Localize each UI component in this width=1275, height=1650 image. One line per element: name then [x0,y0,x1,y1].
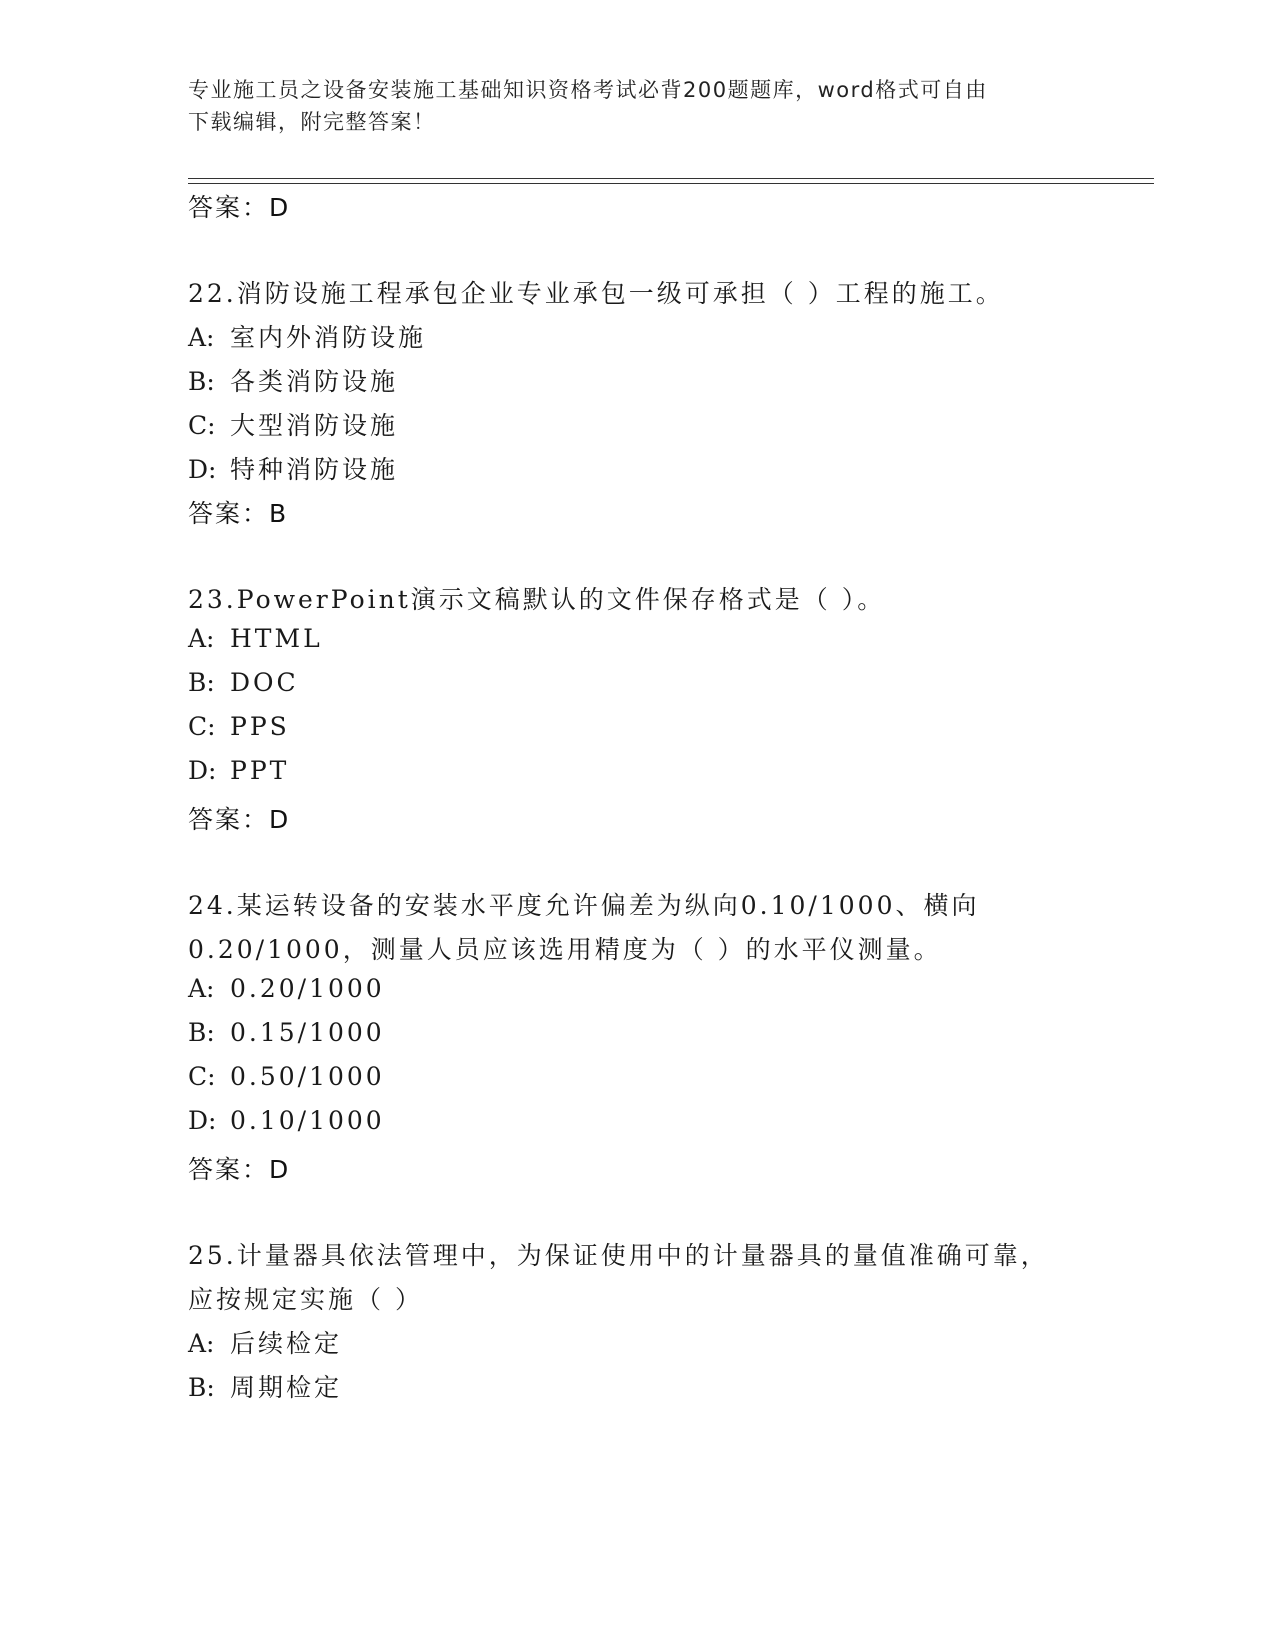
option-text: PPT [230,756,290,785]
option-label: A: [188,974,215,1003]
option-text: DOC [230,668,299,697]
option-text: 后续检定 [230,1329,343,1358]
option-label: D: [188,756,217,785]
option-text: PPS [230,712,290,741]
question-23-option-d [188,756,289,785]
option-label: B: [188,1373,215,1402]
question-24-option-c [188,1062,385,1091]
question-23-option-c [188,712,290,741]
header-divider-thin [188,178,1154,179]
option-label: B: [188,668,215,697]
question-22-option-a [188,318,426,354]
option-text: 周期检定 [230,1373,343,1402]
question-23-option-b [188,668,299,697]
question-22-option-c [188,406,398,442]
option-text: 0.10/1000 [230,1106,385,1135]
option-text: 各类消防设施 [230,367,399,396]
question-22-option-d [188,450,398,486]
question-25-option-b [188,1368,342,1404]
header-line-2: 下载编辑，附完整答案！ [188,110,436,134]
option-label: A: [188,323,215,352]
option-label: D: [188,455,217,484]
option-text: 特种消防设施 [230,455,399,484]
document-header [188,74,1088,138]
question-25-option-a [188,1324,342,1360]
option-label: A: [188,1329,215,1358]
header-line-1: 专业施工员之设备安装施工基础知识资格考试必背200题题库，word格式可自由 [188,78,988,102]
option-text: 大型消防设施 [230,411,399,440]
question-25-stem-line-1: 25.计量器具依法管理中，为保证使用中的计量器具的量值准确可靠， [188,1241,1049,1270]
option-text: HTML [230,624,323,653]
header-divider-thick [188,183,1154,184]
option-label: B: [188,367,215,396]
question-24-option-d [188,1106,385,1135]
question-24-stem-line-1: 24.某运转设备的安装水平度允许偏差为纵向0.10/1000、横向 [188,891,980,920]
option-label: C: [188,411,216,440]
option-text: 0.50/1000 [230,1062,385,1091]
question-24-answer: 答案：D [188,1155,291,1184]
option-text: 0.20/1000 [230,974,385,1003]
question-24-stem-line-2: 0.20/1000，测量人员应该选用精度为（ ）的水平仪测量。 [188,935,942,964]
option-label: C: [188,1062,216,1091]
question-24-option-a [188,974,385,1003]
question-24-option-b [188,1018,385,1047]
option-label: C: [188,712,216,741]
question-23-stem: 23.PowerPoint演示文稿默认的文件保存格式是（ ）。 [188,585,886,614]
previous-answer: 答案：D [188,193,291,222]
question-22-answer: 答案：B [188,499,289,528]
question-25-stem-line-2: 应按规定实施（ ） [188,1285,423,1314]
option-label: B: [188,1018,215,1047]
option-text: 0.15/1000 [230,1018,385,1047]
option-label: D: [188,1106,217,1135]
option-text: 室内外消防设施 [230,323,427,352]
question-23-option-a [188,624,323,653]
question-22-stem: 22.消防设施工程承包企业专业承包一级可承担（ ）工程的施工。 [188,279,1004,308]
question-22-option-b [188,362,398,398]
question-23-answer: 答案：D [188,805,291,834]
option-label: A: [188,624,215,653]
